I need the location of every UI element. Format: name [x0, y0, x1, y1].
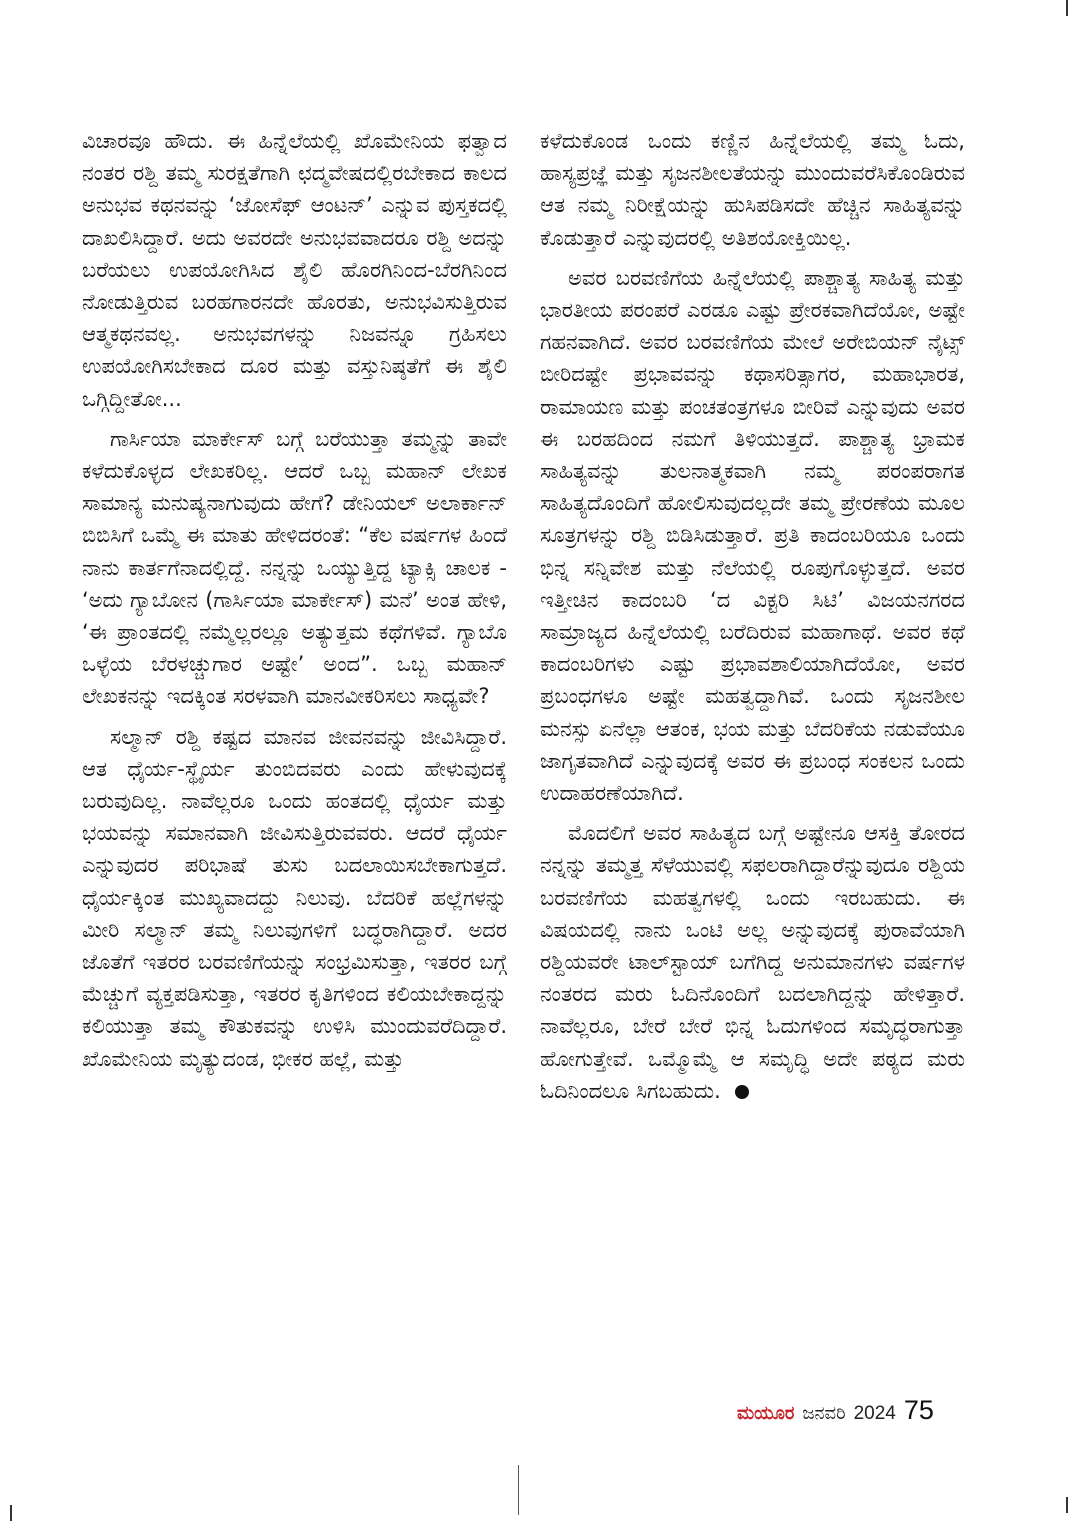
page-footer — [737, 1395, 934, 1429]
paragraph: ವಿಚಾರವೂ ಹೌದು. ಈ ಹಿನ್ನೆಲೆಯಲ್ಲಿ ಖೊಮೇನಿಯ ಫತ್ವಾದ ನಂತರ ರಶ್ದಿ ತಮ್ಮ ಸುರಕ್ಷತೆಗಾಗಿ ಛದ್ಮವೇಷದಲ್ಲಿರಬೇಕಾದ ಕಾಲದ ಅನುಭವ ಕಥನವನ್ನು ‘ಜೋಸೆಫ್ ಆಂಟನ್’ ಎನ್ನುವ ಪುಸ್ತಕದಲ್ಲಿ ದಾಖಲಿಸಿದ್ದಾರೆ. ಅದು ಅವರದೇ ಅನುಭವವಾದರೂ ರಶ್ದಿ ಅದನ್ನು ಬರೆಯಲು ಉಪಯೋಗಿಸಿದ ಶೈಲಿ ಹೊರಗಿನಿಂದ-ಬೆರಗಿನಿಂದ ನೋಡುತ್ತಿರುವ ಬರಹಗಾರನದೇ ಹೊರತು, ಅನುಭವಿಸುತ್ತಿರುವ ಆತ್ಮಕಥನವಲ್ಲ. ಅನುಭವಗಳನ್ನು ನಿಜವನ್ನೂ ಗ್ರಹಿಸಲು ಉಪಯೋಗಿಸಬೇಕಾದ ದೂರ ಮತ್ತು ವಸ್ತುನಿಷ್ಠತೆಗೆ ಈ ಶೈಲಿ ಒಗ್ಗಿದ್ದೀತೋ... — [82, 129, 507, 411]
paragraph: ಕಳೆದುಕೊಂಡ ಒಂದು ಕಣ್ಣಿನ ಹಿನ್ನೆಲೆಯಲ್ಲಿ ತಮ್ಮ ಓದು, ಹಾಸ್ಯಪ್ರಜ್ಞೆ ಮತ್ತು ಸೃಜನಶೀಲತೆಯನ್ನು ಮುಂದುವರೆಸಿಕೊಂಡಿರುವ ಆತ ನಮ್ಮ ನಿರೀಕ್ಷೆಯನ್ನು ಹುಸಿಪಡಿಸದೇ ಹೆಚ್ಚಿನ ಸಾಹಿತ್ಯವನ್ನು ಕೊಡುತ್ತಾರೆ ಎನ್ನುವುದರಲ್ಲಿ ಅತಿಶಯೋಕ್ತಿಯಿಲ್ಲ. — [540, 129, 965, 250]
crop-mark — [1066, 1497, 1068, 1513]
crop-mark — [10, 1505, 12, 1521]
magazine-name: ಮಯೂರ — [737, 1403, 795, 1424]
issue-month: ಜನವರಿ — [802, 1403, 846, 1424]
crop-mark — [1066, 0, 1068, 16]
article-body — [82, 125, 974, 1385]
article-column-right — [540, 125, 965, 1385]
paragraph-final — [540, 817, 965, 1107]
article-column-left — [82, 125, 507, 1385]
column-divider — [518, 1465, 519, 1515]
paragraph-text: ಮೊದಲಿಗೆ ಅವರ ಸಾಹಿತ್ಯದ ಬಗ್ಗೆ ಅಷ್ಟೇನೂ ಆಸಕ್ತಿ ತೋರದ ನನ್ನನ್ನು ತಮ್ಮತ್ತ ಸೆಳೆಯುವಲ್ಲಿ ಸಫಲರಾಗಿದ್ದಾರೆನ್ನುವುದೂ ರಶ್ದಿಯ ಬರವಣಿಗೆಯ ಮಹತ್ವಗಳಲ್ಲಿ ಒಂದು ಇರಬಹುದು. ಈ ವಿಷಯದಲ್ಲಿ ನಾನು ಒಂಟಿ ಅಲ್ಲ ಅನ್ನುವುದಕ್ಕೆ ಪುರಾವೆಯಾಗಿ ರಶ್ದಿಯವರೇ ಟಾಲ್‌ಸ್ಟಾಯ್ ಬಗೆಗಿದ್ದ ಅನುಮಾನಗಳು ವರ್ಷಗಳ ನಂತರದ ಮರು ಓದಿನೊಂದಿಗೆ ಬದಲಾಗಿದ್ದನ್ನು ಹೇಳಿತ್ತಾರೆ. ನಾವೆಲ್ಲರೂ, ಬೇರೆ ಬೇರೆ ಭಿನ್ನ ಓದುಗಳಿಂದ ಸಮೃದ್ಧರಾಗುತ್ತಾ ಹೋಗುತ್ತೇವೆ. ಒಮ್ಮೊಮ್ಮೆ ಆ ಸಮೃದ್ಧಿ ಅದೇ ಪಠ್ಯದ ಮರು ಓದಿನಿಂದಲೂ ಸಿಗಬಹುದು. — [540, 821, 965, 1103]
issue-year: 2024 — [853, 1403, 896, 1424]
end-of-article-bullet-icon — [735, 1085, 749, 1099]
paragraph: ಗಾರ್ಸಿಯಾ ಮಾರ್ಕೇಸ್ ಬಗ್ಗೆ ಬರೆಯುತ್ತಾ ತಮ್ಮನ್ನು ತಾವೇ ಕಳೆದುಕೊಳ್ಳದ ಲೇಖಕರಿಲ್ಲ. ಆದರೆ ಒಬ್ಬ ಮಹಾನ್ ಲೇಖಕ ಸಾಮಾನ್ಯ ಮನುಷ್ಯನಾಗುವುದು ಹೇಗೆ? ಡೇನಿಯಲ್ ಅಲಾರ್ಕಾನ್ ಬಿಬಿಸಿಗೆ ಒಮ್ಮೆ ಈ ಮಾತು ಹೇಳಿದರಂತೆ: “ಕೆಲ ವರ್ಷಗಳ ಹಿಂದೆ ನಾನು ಕಾರ್ತಗೆನಾದಲ್ಲಿದ್ದೆ. ನನ್ನನ್ನು ಒಯ್ಯುತ್ತಿದ್ದ ಟ್ಯಾಕ್ಸಿ ಚಾಲಕ - ‘ಅದು ಗ್ಯಾಬೋನ (ಗಾರ್ಸಿಯಾ ಮಾರ್ಕೇಸ್) ಮನೆ’ ಅಂತ ಹೇಳಿ, ‘ಈ ಪ್ರಾಂತದಲ್ಲಿ ನಮ್ಮೆಲ್ಲರಲ್ಲೂ ಅತ್ಯುತ್ತಮ ಕಥೆಗಳಿವೆ. ಗ್ಯಾಬೊ ಒಳ್ಳೆಯ ಬೆರಳಚ್ಚುಗಾರ ಅಷ್ಟೇ’ ಅಂದ”. ಒಬ್ಬ ಮಹಾನ್ ಲೇಖಕನನ್ನು ಇದಕ್ಕಿಂತ ಸರಳವಾಗಿ ಮಾನವೀಕರಿಸಲು ಸಾಧ್ಯವೇ? — [82, 426, 507, 709]
paragraph: ಸಲ್ಮಾನ್ ರಶ್ದಿ ಕಷ್ಟದ ಮಾನವ ಜೀವನವನ್ನು ಜೀವಿಸಿದ್ದಾರೆ. ಆತ ಧೈರ್ಯ-ಸ್ಥೈರ್ಯ ತುಂಬಿದವರು ಎಂದು ಹೇಳುವುದಕ್ಕೆ ಬರುವುದಿಲ್ಲ. ನಾವೆಲ್ಲರೂ ಒಂದು ಹಂತದಲ್ಲಿ ಧೈರ್ಯ ಮತ್ತು ಭಯವನ್ನು ಸಮಾನವಾಗಿ ಜೀವಿಸುತ್ತಿರುವವರು. ಆದರೆ ಧೈರ್ಯ ಎನ್ನುವುದರ ಪರಿಭಾಷೆ ತುಸು ಬದಲಾಯಿಸಬೇಕಾಗುತ್ತದೆ. ಧೈರ್ಯಕ್ಕಿಂತ ಮುಖ್ಯವಾದದ್ದು ನಿಲುವು. ಬೆದರಿಕೆ ಹಲ್ಲೆಗಳನ್ನು ಮೀರಿ ಸಲ್ಮಾನ್ ತಮ್ಮ ನಿಲುವುಗಳಿಗೆ ಬದ್ಧರಾಗಿದ್ದಾರೆ. ಅದರ ಜೊತೆಗೆ ಇತರರ ಬರವಣಿಗೆಯನ್ನು ಸಂಭ್ರಮಿಸುತ್ತಾ, ಇತರರ ಬಗ್ಗೆ ಮೆಚ್ಚುಗೆ ವ್ಯಕ್ತಪಡಿಸುತ್ತಾ, ಇತರರ ಕೃತಿಗಳಿಂದ ಕಲಿಯಬೇಕಾದ್ದನ್ನು ಕಲಿಯುತ್ತಾ ತಮ್ಮ ಕೌತುಕವನ್ನು ಉಳಿಸಿ ಮುಂದುವರೆದಿದ್ದಾರೆ. ಖೊಮೇನಿಯ ಮೃತ್ಯುದಂಡ, ಭೀಕರ ಹಲ್ಲೆ, ಮತ್ತು — [82, 724, 507, 1071]
paragraph: ಅವರ ಬರವಣಿಗೆಯ ಹಿನ್ನೆಲೆಯಲ್ಲಿ ಪಾಶ್ಚಾತ್ಯ ಸಾಹಿತ್ಯ ಮತ್ತು ಭಾರತೀಯ ಪರಂಪರೆ ಎರಡೂ ಎಷ್ಟು ಪ್ರೇರಕವಾಗಿದೆಯೋ, ಅಷ್ಟೇ ಗಹನವಾಗಿದೆ. ಅವರ ಬರವಣಿಗೆಯ ಮೇಲೆ ಅರೇಬಿಯನ್ ನೈಟ್ಸ್ ಬೀರಿದಷ್ಟೇ ಪ್ರಭಾವವನ್ನು ಕಥಾಸರಿತ್ಸಾಗರ, ಮಹಾಭಾರತ, ರಾಮಾಯಣ ಮತ್ತು ಪಂಚತಂತ್ರಗಳೂ ಬೀರಿವೆ ಎನ್ನುವುದು ಅವರ ಈ ಬರಹದಿಂದ ನಮಗೆ ತಿಳಿಯುತ್ತದೆ. ಪಾಶ್ಚಾತ್ಯ ಭ್ರಾಮಕ ಸಾಹಿತ್ಯವನ್ನು ತುಲನಾತ್ಮಕವಾಗಿ ನಮ್ಮ ಪರಂಪರಾಗತ ಸಾಹಿತ್ಯದೊಂದಿಗೆ ಹೋಲಿಸುವುದಲ್ಲದೇ ತಮ್ಮ ಪ್ರೇರಣೆಯ ಮೂಲ ಸೂತ್ರಗಳನ್ನು ರಶ್ದಿ ಬಿಡಿಸಿಡುತ್ತಾರೆ. ಪ್ರತಿ ಕಾದಂಬರಿಯೂ ಒಂದು ಭಿನ್ನ ಸನ್ನಿವೇಶ ಮತ್ತು ನೆಲೆಯಲ್ಲಿ ರೂಪುಗೊಳ್ಳುತ್ತದೆ. ಅವರ ಇತ್ತೀಚಿನ ಕಾದಂಬರಿ ‘ದ ವಿಕ್ಟರಿ ಸಿಟಿ’ ವಿಜಯನಗರದ ಸಾಮ್ರಾಜ್ಯದ ಹಿನ್ನೆಲೆಯಲ್ಲಿ ಬರೆದಿರುವ ಮಹಾಗಾಥೆ. ಅವರ ಕಥೆ ಕಾದಂಬರಿಗಳು ಎಷ್ಟು ಪ್ರಭಾವಶಾಲಿಯಾಗಿದೆಯೋ, ಅವರ ಪ್ರಬಂಧಗಳೂ ಅಷ್ಟೇ ಮಹತ್ವದ್ದಾಗಿವೆ. ಒಂದು ಸೃಜನಶೀಲ ಮನಸ್ಸು ಏನೆಲ್ಲಾ ಆತಂಕ, ಭಯ ಮತ್ತು ಬೆದರಿಕೆಯ ನಡುವೆಯೂ ಜಾಗೃತವಾಗಿದೆ ಎನ್ನುವುದಕ್ಕೆ ಅವರ ಈ ಪ್ರಬಂಧ ಸಂಕಲನ ಒಂದು ಉದಾಹರಣೆಯಾಗಿದೆ. — [540, 265, 965, 806]
page-number: 75 — [903, 1395, 934, 1425]
